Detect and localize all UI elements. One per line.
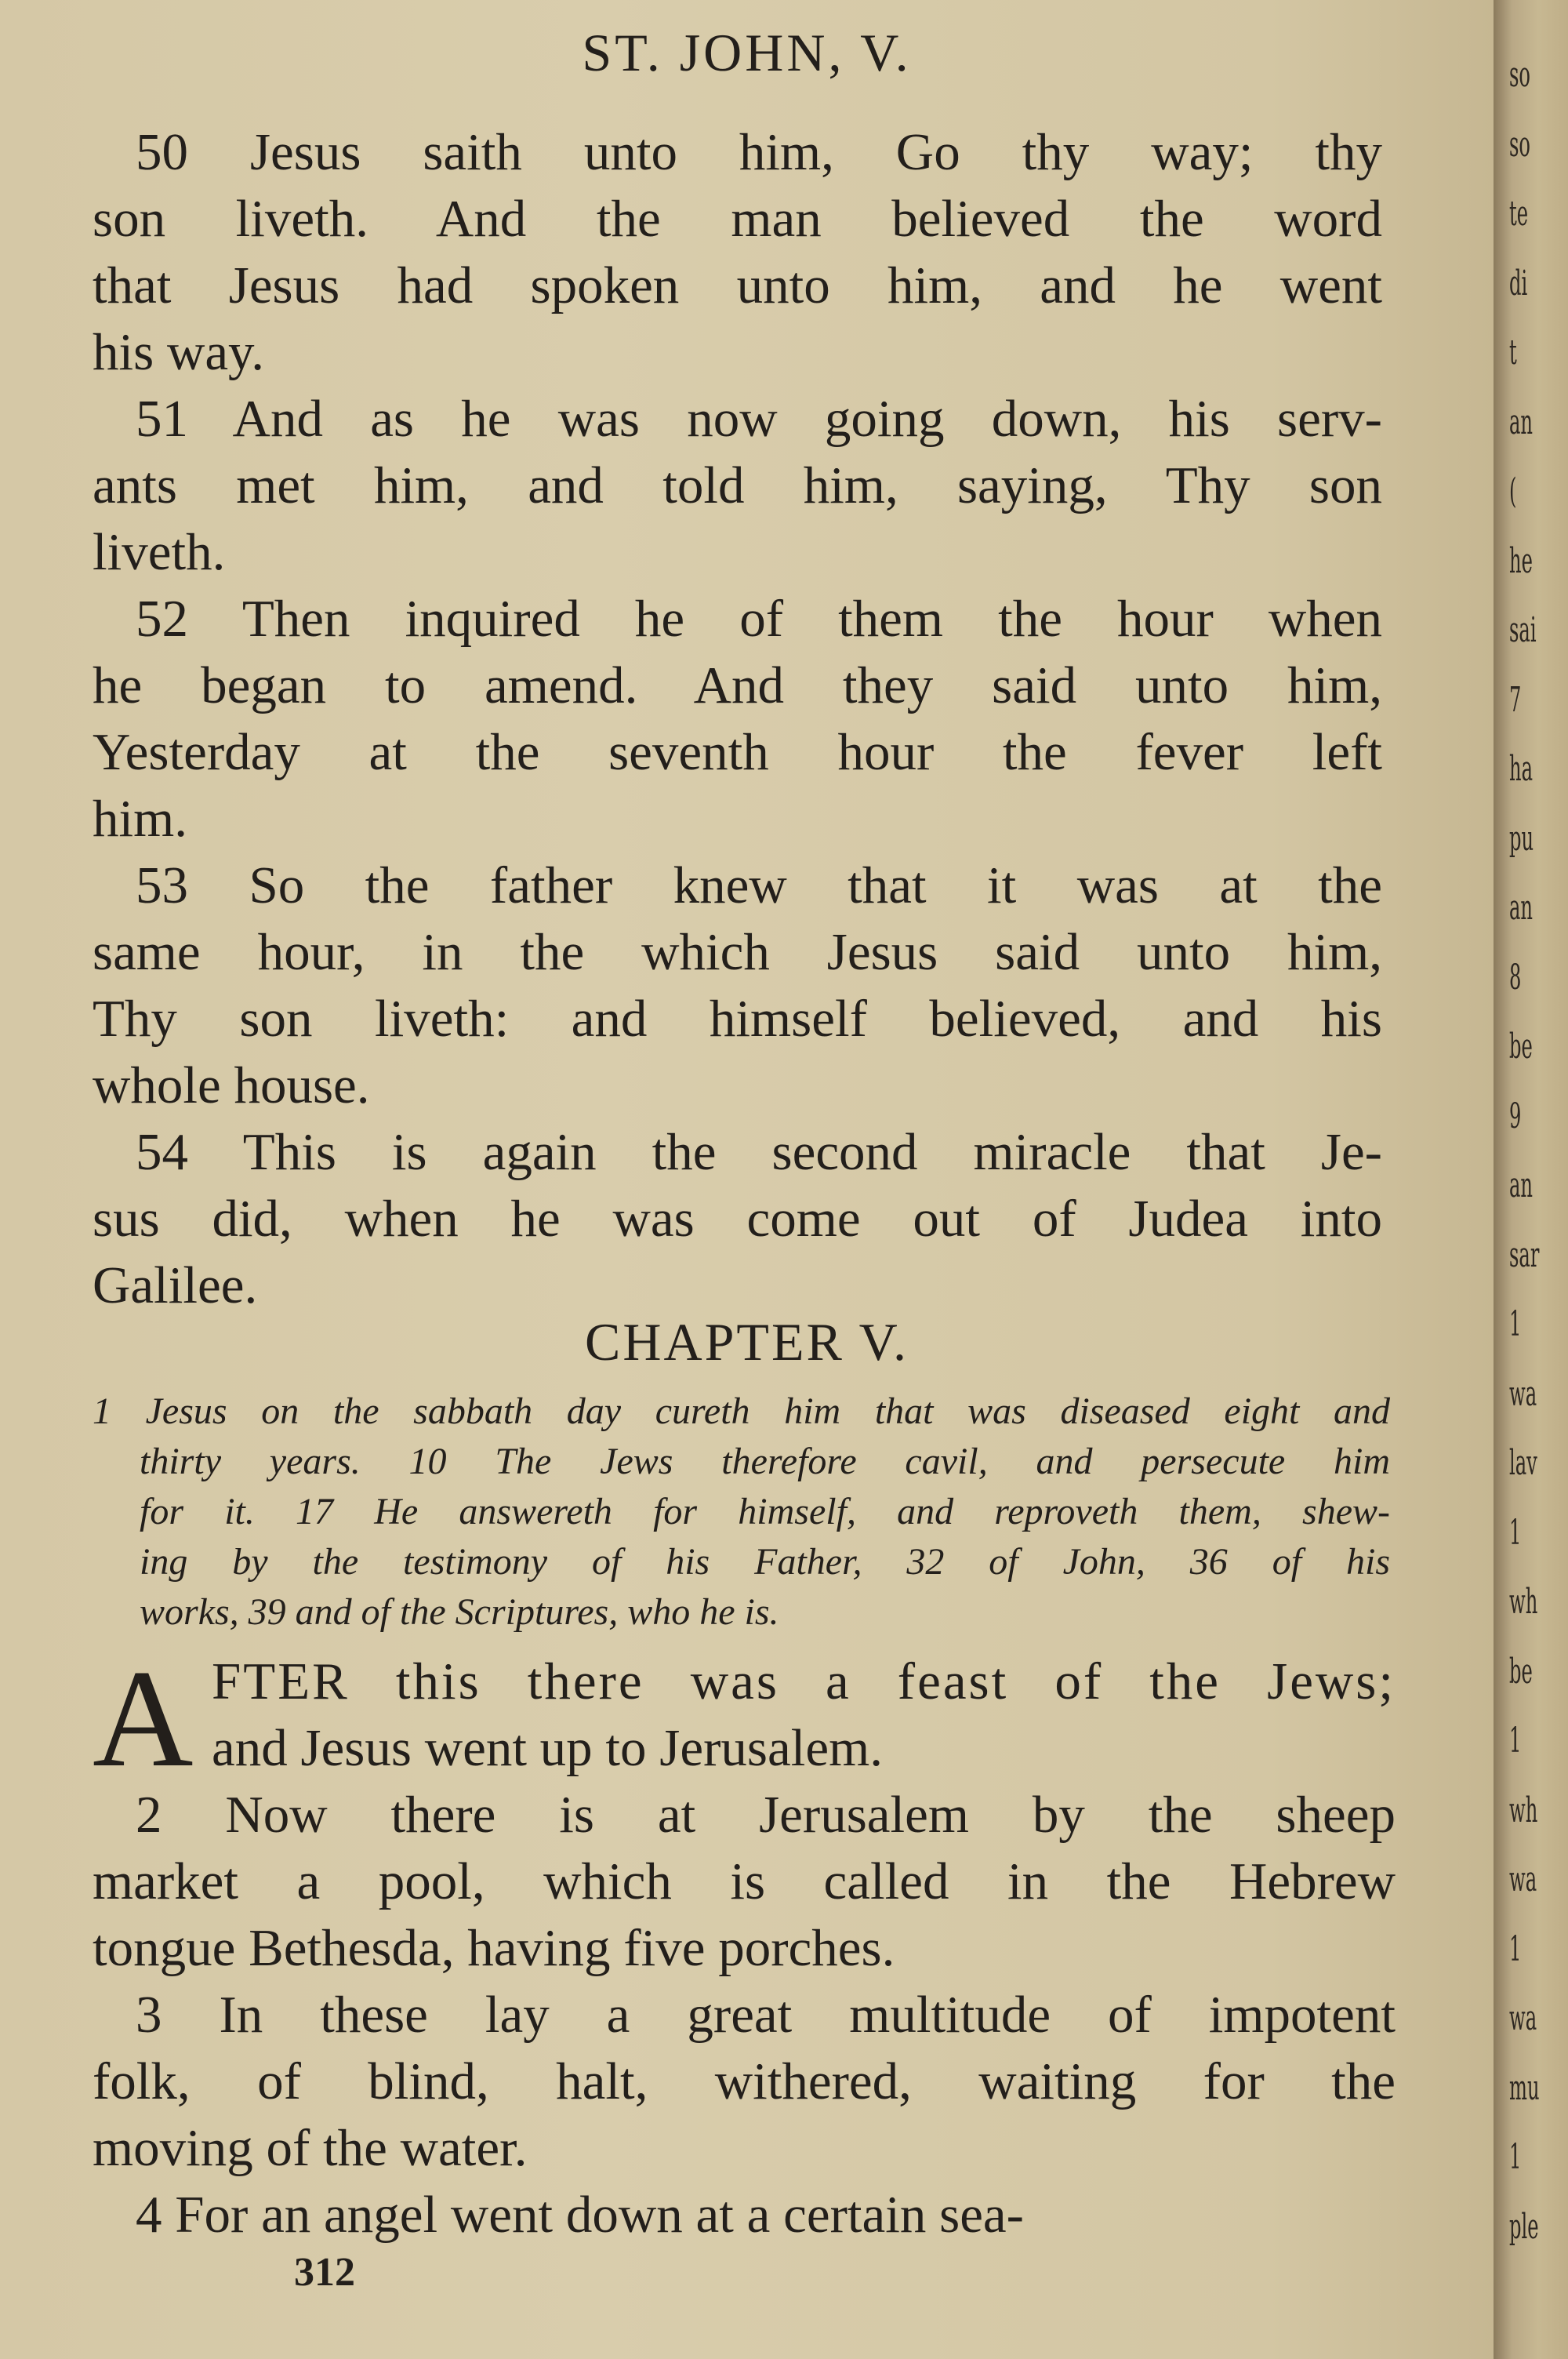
facing-page-fragment: 1	[1509, 1928, 1522, 1969]
facing-page-fragment: te	[1509, 194, 1529, 234]
facing-page-fragment: 1	[1509, 1721, 1522, 1761]
summary-line: ing by the testimony of his Father, 32 of John, 36 of his	[140, 1541, 1390, 1583]
opening-verse-line: FTER this there was a feast of the Jews;	[212, 1652, 1396, 1710]
page-number: 312	[294, 2250, 355, 2295]
facing-page-fragment: (	[1509, 471, 1517, 511]
summary-line: for it. 17 He answereth for himself, and reproveth them, shew-	[140, 1491, 1390, 1532]
verse-line: son liveth. And the man believed the word	[93, 190, 1382, 248]
facing-page-fragment: pu	[1509, 818, 1534, 859]
verse-line: sus did, when he was come out of Judea into	[93, 1190, 1382, 1248]
facing-page-fragment: lav	[1509, 1443, 1537, 1483]
facing-page-fragment: wh	[1509, 1582, 1538, 1622]
facing-page-fragment: be	[1509, 1651, 1533, 1692]
drop-cap: A	[93, 1641, 194, 1796]
facing-page-fragment: wh	[1509, 1790, 1538, 1830]
verse-line: Galilee.	[93, 1256, 258, 1314]
facing-page-fragment: di	[1509, 263, 1528, 304]
facing-page-fragment: sai	[1509, 610, 1537, 650]
verse-line: same hour, in the which Jesus said unto him,	[93, 923, 1382, 981]
verse-line: 4 For an angel went down at a certain sea-	[136, 2186, 1024, 2244]
verse-line: he began to amend. And they said unto him,	[93, 656, 1382, 714]
summary-line: 1 Jesus on the sabbath day cureth him that was diseased eight and	[93, 1390, 1390, 1432]
verse-line: market a pool, which is called in the Hebrew	[93, 1852, 1396, 1910]
facing-page-fragment: wa	[1509, 1998, 1537, 2038]
facing-page-fragment: he	[1509, 540, 1533, 581]
verses-top	[93, 119, 1382, 1319]
verse-line: liveth.	[93, 523, 226, 581]
verse-line: 51 And as he was now going down, his serv-	[136, 390, 1382, 448]
chapter-title: CHAPTER V.	[585, 1312, 909, 1372]
facing-page-fragment: be	[1509, 1027, 1533, 1067]
facing-page-fragment: so	[1509, 124, 1530, 165]
verse-line: 52 Then inquired he of them the hour when	[136, 590, 1382, 648]
facing-page-fragment: wa	[1509, 1373, 1537, 1414]
verse-line: tongue Bethesda, having five porches.	[93, 1919, 895, 1977]
facing-page-fragment: 9	[1509, 1096, 1522, 1136]
verse-line: him.	[93, 790, 187, 848]
summary-line: works, 39 and of the Scriptures, who he is.	[140, 1591, 779, 1633]
facing-page-fragment: 1	[1509, 1304, 1522, 1344]
verse-line: moving of the water.	[93, 2119, 528, 2177]
verse-line: 53 So the father knew that it was at the	[136, 856, 1382, 914]
facing-page-fragment: ha	[1509, 749, 1534, 789]
opening-verse-line: and Jesus went up to Jerusalem.	[212, 1719, 883, 1777]
facing-page-fragment: an	[1509, 402, 1534, 442]
summary-line: thirty years. 10 The Jews therefore cavil, and persecute him	[140, 1441, 1390, 1482]
facing-page-fragment: sar	[1509, 1234, 1540, 1275]
verses-bottom	[93, 1782, 1396, 2248]
verse-line: ants met him, and told him, saying, Thy son	[93, 456, 1382, 514]
verse-line: 3 In these lay a great multitude of impotent	[136, 1986, 1396, 2044]
verse-line: 50 Jesus saith unto him, Go thy way; thy	[136, 123, 1382, 181]
verse-line: 54 This is again the second miracle that Je-	[136, 1123, 1382, 1181]
verse-line: Thy son liveth: and himself believed, and his	[93, 990, 1382, 1048]
chapter-summary	[93, 1387, 1390, 1637]
facing-page-edge	[1494, 0, 1568, 2359]
facing-page-fragment: an	[1509, 1165, 1534, 1205]
facing-page-fragment: wa	[1509, 1859, 1537, 1899]
facing-page-fragment: mu	[1509, 2067, 1540, 2108]
facing-page-fragment: t	[1509, 333, 1517, 373]
facing-page-fragment: ple	[1509, 2206, 1539, 2247]
facing-page-fragment: 7	[1509, 679, 1522, 720]
facing-page-fragment: so	[1509, 55, 1530, 95]
verse-line: his way.	[93, 323, 264, 381]
verse-line: that Jesus had spoken unto him, and he went	[93, 256, 1382, 314]
facing-page-fragment: 1	[1509, 1512, 1522, 1553]
verse-line: whole house.	[93, 1056, 370, 1114]
verse-line: Yesterday at the seventh hour the fever left	[93, 723, 1382, 781]
facing-page-fragment: 1	[1509, 2137, 1522, 2177]
opening-verse	[212, 1648, 1396, 1782]
running-head: ST. JOHN, V.	[582, 23, 912, 82]
facing-page-fragment: 8	[1509, 957, 1522, 998]
verse-line: folk, of blind, halt, withered, waiting for the	[93, 2052, 1396, 2110]
facing-page-fragment: an	[1509, 888, 1534, 928]
verse-line: 2 Now there is at Jerusalem by the sheep	[136, 1786, 1396, 1844]
